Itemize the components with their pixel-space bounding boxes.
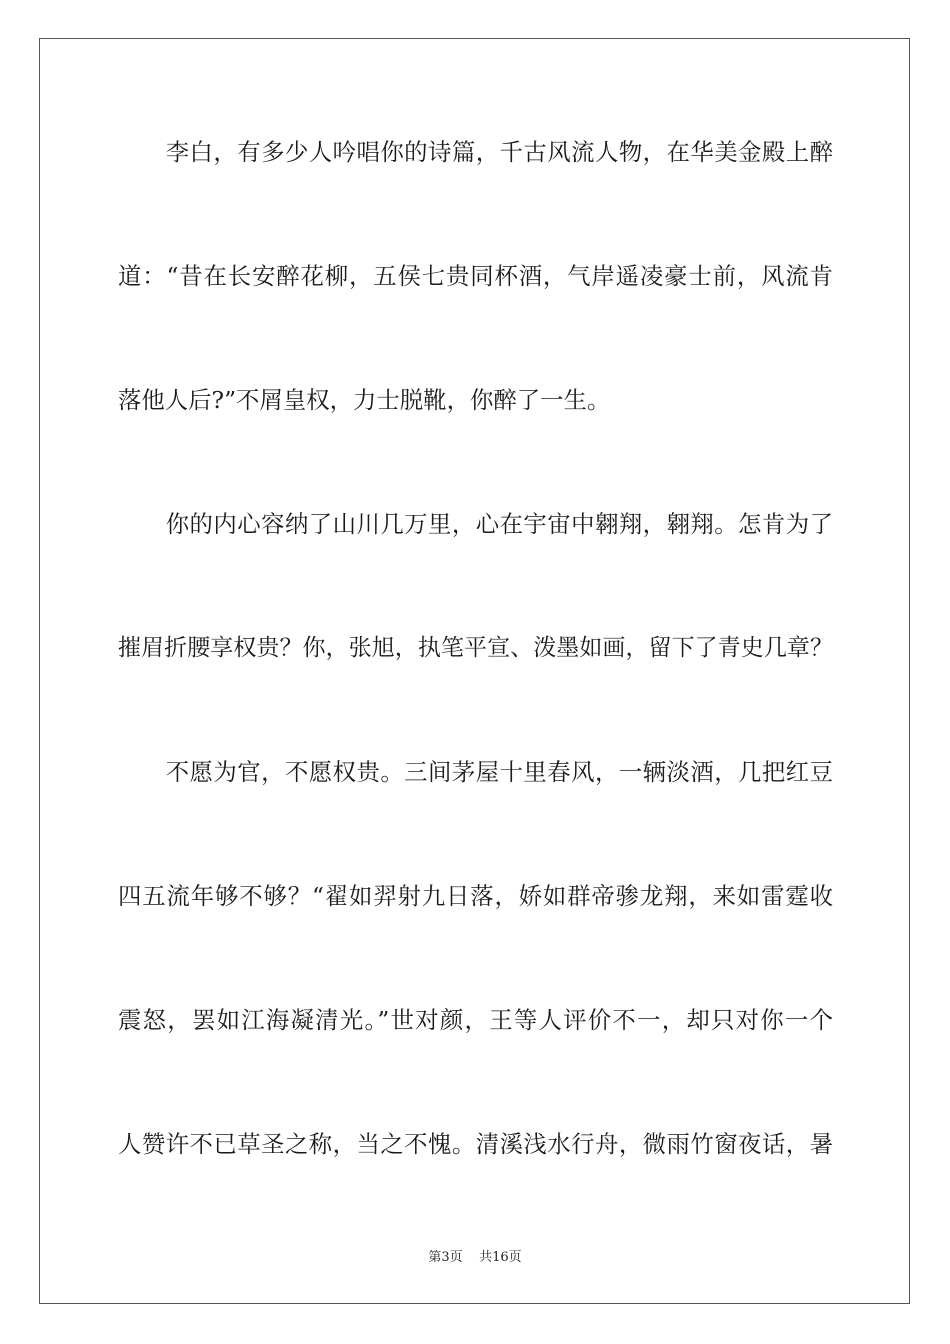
text-line-3: 落他人后?”不屑皇权，力士脱靴，你醉了一生。	[118, 386, 611, 414]
text-line-5: 摧眉折腰享权贵？你，张旭，执笔平宣、泼墨如画，留下了青史几章？	[118, 635, 833, 661]
page-border	[39, 38, 910, 1304]
text-line-6: 不愿为官，不愿权贵。三间茅屋十里春风，一辆淡酒，几把红豆	[118, 758, 833, 786]
text-line-8: 震怒，罢如江海凝清光。”世对颜，王等人评价不一，却只对你一个	[118, 1006, 833, 1034]
text-line-2: 道：“昔在长安醉花柳，五侯七贵同杯酒，气岸遥凌豪士前，风流肯	[118, 262, 833, 290]
text-line-1: 李白，有多少人吟唱你的诗篇，千古风流人物，在华美金殿上醉	[118, 138, 833, 166]
page-footer	[0, 1249, 950, 1267]
page-number: 第3页	[428, 1250, 463, 1265]
text-line-9: 人赞许不已草圣之称，当之不愧。清溪浅水行舟，微雨竹窗夜话，暑	[118, 1130, 833, 1158]
text-line-4: 你的内心容纳了山川几万里，心在宇宙中翱翔，翱翔。怎肯为了	[118, 510, 833, 538]
text-line-7: 四五流年够不够？“翟如羿射九日落，娇如群帝骖龙翔，来如雷霆收	[118, 882, 833, 910]
page-total: 共16页	[479, 1250, 522, 1265]
